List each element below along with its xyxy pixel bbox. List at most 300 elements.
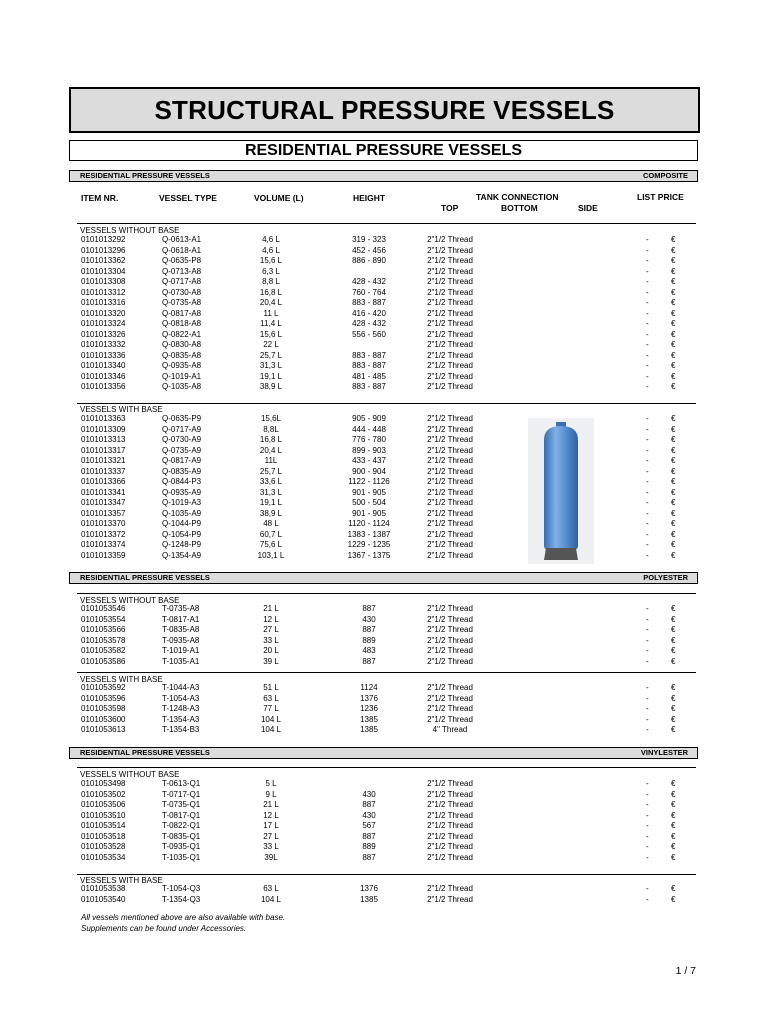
list-price-value: - bbox=[646, 498, 649, 507]
volume: 11 L bbox=[263, 308, 279, 318]
table-row bbox=[0, 372, 768, 382]
item-number: 0101013363 bbox=[81, 414, 126, 423]
volume: 51 L bbox=[263, 683, 279, 692]
section-header-bar bbox=[69, 747, 698, 759]
tank-connection-top: 2"1/2 Thread bbox=[427, 382, 473, 391]
table-row bbox=[0, 842, 768, 852]
height: 1124 bbox=[360, 683, 378, 692]
list-price-value: - bbox=[646, 477, 649, 486]
currency-symbol: € bbox=[671, 842, 676, 851]
vessel-type: Q-0935-A9 bbox=[162, 487, 202, 497]
volume: 77 L bbox=[263, 704, 279, 713]
volume: 5 L bbox=[265, 779, 277, 788]
tank-connection-top: 2"1/2 Thread bbox=[427, 445, 473, 455]
item-number: 0101053592 bbox=[81, 683, 126, 692]
table-row bbox=[0, 853, 768, 863]
volume: 33,6 L bbox=[259, 477, 283, 486]
currency-symbol: € bbox=[671, 625, 676, 634]
item-number: 0101013312 bbox=[81, 287, 126, 297]
currency-symbol: € bbox=[671, 821, 676, 830]
currency-symbol: € bbox=[671, 456, 676, 465]
table-row bbox=[0, 477, 768, 487]
tank-connection-top: 2"1/2 Thread bbox=[427, 329, 473, 339]
list-price-value: - bbox=[646, 800, 649, 809]
table-row bbox=[0, 832, 768, 842]
tank-connection-top: 2"1/2 Thread bbox=[427, 625, 473, 634]
height: 428 - 432 bbox=[352, 319, 386, 328]
list-price-value: - bbox=[646, 635, 649, 645]
height: 883 - 887 bbox=[352, 361, 386, 370]
height: 889 bbox=[362, 842, 376, 851]
table-row bbox=[0, 456, 768, 466]
list-price-value: - bbox=[646, 519, 649, 528]
vessel-type: T-1054-Q3 bbox=[162, 884, 201, 893]
height: 889 bbox=[362, 635, 376, 645]
vessel-type: Q-0713-A8 bbox=[162, 266, 202, 276]
list-price-value: - bbox=[646, 445, 649, 455]
height: 901 - 905 bbox=[352, 487, 386, 497]
currency-symbol: € bbox=[671, 319, 676, 328]
list-price-value: - bbox=[646, 340, 649, 349]
section-material: POLYESTER bbox=[643, 573, 688, 582]
height: 776 - 780 bbox=[352, 435, 386, 444]
table-row bbox=[0, 256, 768, 266]
table-row bbox=[0, 382, 768, 392]
section-material: VINYLESTER bbox=[640, 748, 688, 757]
list-price-value: - bbox=[646, 456, 649, 465]
tank-connection-top: 2"1/2 Thread bbox=[427, 266, 473, 276]
item-number: 0101053586 bbox=[81, 656, 126, 666]
tank-connection-top: 2"1/2 Thread bbox=[427, 894, 473, 904]
volume: 25,7 L bbox=[259, 466, 283, 476]
section-title: RESIDENTIAL PRESSURE VESSELS bbox=[80, 748, 210, 757]
volume: 27 L bbox=[263, 831, 279, 841]
volume: 15,6 L bbox=[259, 329, 283, 339]
currency-symbol: € bbox=[671, 508, 676, 518]
item-number: 0101013321 bbox=[81, 456, 126, 465]
table-row bbox=[0, 779, 768, 789]
height: 905 - 909 bbox=[352, 414, 386, 423]
height: 416 - 420 bbox=[352, 308, 386, 318]
height: 887 bbox=[362, 831, 376, 841]
tank-connection-top: 2"1/2 Thread bbox=[427, 456, 473, 465]
tank-connection-top: 2"1/2 Thread bbox=[427, 646, 473, 655]
group-label: VESSELS WITH BASE bbox=[80, 876, 163, 885]
vessel-type: T-0935-A8 bbox=[162, 635, 200, 645]
table-row bbox=[0, 319, 768, 329]
height: 1367 - 1375 bbox=[347, 550, 391, 560]
vessel-type: T-0717-Q1 bbox=[162, 789, 201, 799]
tank-connection-top: 2"1/2 Thread bbox=[427, 350, 473, 360]
table-row bbox=[0, 884, 768, 894]
list-price-value: - bbox=[646, 842, 649, 851]
list-price-value: - bbox=[646, 646, 649, 655]
volume: 27 L bbox=[263, 625, 279, 634]
volume: 25,7 L bbox=[259, 350, 283, 360]
list-price-value: - bbox=[646, 704, 649, 713]
tank-connection-top: 2"1/2 Thread bbox=[427, 361, 473, 370]
table-row bbox=[0, 467, 768, 477]
vessel-type: Q-0730-A9 bbox=[162, 435, 202, 444]
item-number: 0101013347 bbox=[81, 498, 126, 507]
list-price-value: - bbox=[646, 789, 649, 799]
list-price-value: - bbox=[646, 382, 649, 391]
tank-connection-top: 2"1/2 Thread bbox=[427, 779, 473, 788]
list-price-value: - bbox=[646, 683, 649, 692]
list-price-value: - bbox=[646, 329, 649, 339]
list-price-value: - bbox=[646, 508, 649, 518]
group-divider bbox=[77, 223, 696, 224]
list-price-value: - bbox=[646, 466, 649, 476]
currency-symbol: € bbox=[671, 277, 676, 286]
item-number: 0101053578 bbox=[81, 635, 126, 645]
tank-connection-top: 2"1/2 Thread bbox=[427, 340, 473, 349]
height: 887 bbox=[362, 656, 376, 666]
currency-symbol: € bbox=[671, 779, 676, 788]
currency-symbol: € bbox=[671, 235, 676, 244]
group-label: VESSELS WITHOUT BASE bbox=[80, 596, 180, 605]
list-price-value: - bbox=[646, 725, 649, 734]
volume: 63 L bbox=[263, 884, 279, 893]
currency-symbol: € bbox=[671, 800, 676, 809]
tank-connection-top: 2"1/2 Thread bbox=[427, 245, 473, 255]
height: 887 bbox=[362, 625, 376, 634]
list-price-value: - bbox=[646, 894, 649, 904]
vessel-type: T-0613-Q1 bbox=[162, 779, 201, 788]
tank-connection-top: 2"1/2 Thread bbox=[427, 371, 473, 381]
currency-symbol: € bbox=[671, 656, 676, 666]
vessel-type: Q-1019-A1 bbox=[162, 371, 202, 381]
col-header-item: ITEM NR. bbox=[81, 193, 119, 203]
volume: 11L bbox=[264, 456, 278, 465]
list-price-value: - bbox=[646, 656, 649, 666]
tank-connection-top: 2"1/2 Thread bbox=[427, 466, 473, 476]
table-row bbox=[0, 330, 768, 340]
tank-connection-top: 2"1/2 Thread bbox=[427, 435, 473, 444]
currency-symbol: € bbox=[671, 308, 676, 318]
item-number: 0101053540 bbox=[81, 894, 126, 904]
item-number: 0101053514 bbox=[81, 821, 126, 830]
list-price-value: - bbox=[646, 361, 649, 370]
volume: 33 L bbox=[263, 635, 279, 645]
table-row bbox=[0, 298, 768, 308]
item-number: 0101013336 bbox=[81, 350, 126, 360]
list-price-value: - bbox=[646, 266, 649, 276]
item-number: 0101053506 bbox=[81, 800, 126, 809]
height: 1376 bbox=[360, 693, 378, 703]
table-row bbox=[0, 361, 768, 371]
tank-connection-top: 2"1/2 Thread bbox=[427, 477, 473, 486]
volume: 12 L bbox=[263, 810, 279, 820]
currency-symbol: € bbox=[671, 477, 676, 486]
height: 760 - 764 bbox=[352, 287, 386, 297]
volume: 39 L bbox=[263, 656, 279, 666]
list-price-value: - bbox=[646, 714, 649, 724]
group-divider bbox=[77, 767, 696, 768]
item-number: 0101013356 bbox=[81, 382, 126, 391]
item-number: 0101013324 bbox=[81, 319, 126, 328]
currency-symbol: € bbox=[671, 424, 676, 434]
volume: 21 L bbox=[263, 800, 279, 809]
currency-symbol: € bbox=[671, 604, 676, 613]
item-number: 0101053538 bbox=[81, 884, 126, 893]
volume: 31,3 L bbox=[259, 361, 283, 370]
item-number: 0101013362 bbox=[81, 256, 126, 265]
height: 887 bbox=[362, 604, 376, 613]
currency-symbol: € bbox=[671, 340, 676, 349]
group-label: VESSELS WITH BASE bbox=[80, 405, 163, 414]
volume: 4,6 L bbox=[262, 245, 280, 255]
vessel-type: T-1354-B3 bbox=[162, 725, 200, 734]
tank-connection-top: 2"1/2 Thread bbox=[427, 508, 473, 518]
item-number: 0101053596 bbox=[81, 693, 126, 703]
list-price-value: - bbox=[646, 256, 649, 265]
height: 567 bbox=[362, 821, 376, 830]
vessel-type: Q-0613-A1 bbox=[162, 235, 202, 244]
item-number: 0101013357 bbox=[81, 508, 126, 518]
col-header-height: HEIGHT bbox=[353, 193, 386, 203]
list-price-value: - bbox=[646, 604, 649, 613]
item-number: 0101053546 bbox=[81, 604, 126, 613]
vessel-type: T-0935-Q1 bbox=[162, 842, 201, 851]
table-row bbox=[0, 235, 768, 245]
item-number: 0101013370 bbox=[81, 519, 126, 528]
item-number: 0101053600 bbox=[81, 714, 126, 724]
volume: 15,6 L bbox=[259, 256, 283, 265]
item-number: 0101013372 bbox=[81, 529, 126, 539]
volume: 75,6 L bbox=[259, 540, 283, 549]
list-price-value: - bbox=[646, 831, 649, 841]
group-label: VESSELS WITHOUT BASE bbox=[80, 226, 180, 235]
height: 1236 bbox=[360, 704, 378, 713]
item-number: 0101013341 bbox=[81, 487, 126, 497]
height: 1385 bbox=[360, 894, 378, 904]
page-number: 1 / 7 bbox=[675, 965, 696, 977]
volume: 16,8 L bbox=[259, 287, 283, 297]
tank-connection-top: 2"1/2 Thread bbox=[427, 693, 473, 703]
vessel-type: T-0735-Q1 bbox=[162, 800, 201, 809]
vessel-type: Q-0635-P9 bbox=[162, 414, 202, 423]
vessel-type: Q-0717-A8 bbox=[162, 277, 202, 286]
volume: 17 L bbox=[263, 821, 279, 830]
vessel-type: T-1019-A1 bbox=[162, 646, 200, 655]
height: 556 - 560 bbox=[352, 329, 386, 339]
item-number: 0101013366 bbox=[81, 477, 126, 486]
volume: 9 L bbox=[265, 789, 277, 799]
height: 1385 bbox=[360, 725, 378, 734]
section-title: RESIDENTIAL PRESSURE VESSELS bbox=[80, 171, 210, 180]
table-row bbox=[0, 435, 768, 445]
currency-symbol: € bbox=[671, 894, 676, 904]
tank-connection-top: 2"1/2 Thread bbox=[427, 810, 473, 820]
height: 319 - 323 bbox=[352, 235, 386, 244]
section-header-bar bbox=[69, 572, 698, 584]
item-number: 0101013304 bbox=[81, 266, 126, 276]
table-row bbox=[0, 715, 768, 725]
vessel-type: T-0835-A8 bbox=[162, 625, 200, 634]
height: 1376 bbox=[360, 884, 378, 893]
document-subtitle-text: RESIDENTIAL PRESSURE VESSELS bbox=[244, 141, 523, 159]
volume: 20 L bbox=[263, 646, 279, 655]
volume: 103,1 L bbox=[257, 550, 285, 560]
vessel-type: T-0817-Q1 bbox=[162, 810, 201, 820]
table-row bbox=[0, 646, 768, 656]
volume: 4,6 L bbox=[262, 235, 280, 244]
list-price-value: - bbox=[646, 245, 649, 255]
item-number: 0101013296 bbox=[81, 245, 126, 255]
currency-symbol: € bbox=[671, 498, 676, 507]
height: 899 - 903 bbox=[352, 445, 386, 455]
volume: 104 L bbox=[260, 725, 282, 734]
tank-connection-top: 2"1/2 Thread bbox=[427, 550, 473, 560]
vessel-type: Q-1354-A9 bbox=[162, 550, 202, 560]
item-number: 0101053566 bbox=[81, 625, 126, 634]
vessel-type: Q-1035-A9 bbox=[162, 508, 202, 518]
currency-symbol: € bbox=[671, 789, 676, 799]
item-number: 0101013320 bbox=[81, 308, 126, 318]
volume: 31,3 L bbox=[259, 487, 283, 497]
pressure-vessel-image bbox=[528, 418, 594, 564]
item-number: 0101053510 bbox=[81, 810, 126, 820]
col-header-side: SIDE bbox=[578, 203, 598, 213]
table-row bbox=[0, 800, 768, 810]
height: 900 - 904 bbox=[352, 466, 386, 476]
item-number: 0101013292 bbox=[81, 235, 126, 244]
item-number: 0101053613 bbox=[81, 725, 126, 734]
list-price-value: - bbox=[646, 435, 649, 444]
currency-symbol: € bbox=[671, 256, 676, 265]
vessel-type: Q-0618-A1 bbox=[162, 245, 202, 255]
tank-connection-top: 2"1/2 Thread bbox=[427, 656, 473, 666]
volume: 11,4 L bbox=[260, 319, 282, 328]
currency-symbol: € bbox=[671, 382, 676, 391]
vessel-type: Q-0844-P3 bbox=[162, 477, 202, 486]
list-price-value: - bbox=[646, 277, 649, 286]
height: 483 bbox=[362, 646, 376, 655]
currency-symbol: € bbox=[671, 298, 676, 307]
list-price-value: - bbox=[646, 540, 649, 549]
height: 887 bbox=[362, 800, 376, 809]
list-price-value: - bbox=[646, 235, 649, 244]
item-number: 0101013332 bbox=[81, 340, 126, 349]
currency-symbol: € bbox=[671, 287, 676, 297]
currency-symbol: € bbox=[671, 329, 676, 339]
tank-connection-top: 2"1/2 Thread bbox=[427, 842, 473, 851]
table-row bbox=[0, 498, 768, 508]
item-number: 0101053498 bbox=[81, 779, 126, 788]
volume: 22 L bbox=[263, 340, 279, 349]
item-number: 0101053528 bbox=[81, 842, 126, 851]
vessel-type: Q-0835-A9 bbox=[162, 466, 202, 476]
currency-symbol: € bbox=[671, 831, 676, 841]
currency-symbol: € bbox=[671, 714, 676, 724]
height: 1229 - 1235 bbox=[347, 540, 391, 549]
vessel-type: Q-0635-P8 bbox=[162, 256, 202, 265]
table-row bbox=[0, 636, 768, 646]
currency-symbol: € bbox=[671, 540, 676, 549]
table-row bbox=[0, 694, 768, 704]
list-price-value: - bbox=[646, 810, 649, 820]
vessel-type: Q-1248-P9 bbox=[162, 540, 202, 549]
item-number: 0101053518 bbox=[81, 831, 126, 841]
currency-symbol: € bbox=[671, 519, 676, 528]
vessel-type: Q-1019-A3 bbox=[162, 498, 202, 507]
item-number: 0101013308 bbox=[81, 277, 126, 286]
list-price-value: - bbox=[646, 550, 649, 560]
vessel-type: Q-0730-A8 bbox=[162, 287, 202, 297]
height: 430 bbox=[362, 614, 376, 624]
currency-symbol: € bbox=[671, 725, 676, 734]
tank-connection-top: 2"1/2 Thread bbox=[427, 424, 473, 434]
tank-connection-top: 2"1/2 Thread bbox=[427, 277, 473, 286]
vessel-type: Q-1035-A8 bbox=[162, 382, 202, 391]
height: 901 - 905 bbox=[352, 508, 386, 518]
item-number: 0101013340 bbox=[81, 361, 126, 370]
group-divider bbox=[77, 403, 696, 404]
height: 883 - 887 bbox=[352, 382, 386, 391]
list-price-value: - bbox=[646, 693, 649, 703]
list-price-value: - bbox=[646, 298, 649, 307]
list-price-value: - bbox=[646, 487, 649, 497]
table-row bbox=[0, 704, 768, 714]
tank-connection-top: 2"1/2 Thread bbox=[427, 287, 473, 297]
table-row bbox=[0, 725, 768, 735]
height: 481 - 485 bbox=[352, 371, 386, 381]
col-header-type: VESSEL TYPE bbox=[159, 193, 217, 203]
volume: 39L bbox=[264, 852, 278, 862]
volume: 8,8 L bbox=[262, 277, 280, 286]
currency-symbol: € bbox=[671, 529, 676, 539]
group-label: VESSELS WITHOUT BASE bbox=[80, 770, 180, 779]
volume: 104 L bbox=[260, 894, 282, 904]
list-price-value: - bbox=[646, 821, 649, 830]
volume: 38,9 L bbox=[259, 508, 283, 518]
vessel-type: Q-1044-P9 bbox=[162, 519, 202, 528]
table-row bbox=[0, 790, 768, 800]
currency-symbol: € bbox=[671, 266, 676, 276]
tank-connection-top: 2"1/2 Thread bbox=[427, 884, 473, 893]
table-row bbox=[0, 657, 768, 667]
list-price-value: - bbox=[646, 287, 649, 297]
section-title: RESIDENTIAL PRESSURE VESSELS bbox=[80, 573, 210, 582]
volume: 19,1 L bbox=[259, 371, 283, 381]
footnote: Supplements can be found under Accessories. bbox=[81, 923, 247, 933]
table-row bbox=[0, 540, 768, 550]
tank-connection-top: 2"1/2 Thread bbox=[427, 319, 473, 328]
height: 1122 - 1126 bbox=[348, 477, 390, 486]
group-divider bbox=[77, 874, 696, 875]
tank-connection-top: 2"1/2 Thread bbox=[427, 704, 473, 713]
list-price-value: - bbox=[646, 852, 649, 862]
vessel-type: T-0735-A8 bbox=[162, 604, 200, 613]
document-title-text: STRUCTURAL PRESSURE VESSELS bbox=[154, 94, 615, 125]
col-header-tank-connection: TANK CONNECTION bbox=[476, 192, 559, 202]
col-header-list-price: LIST PRICE bbox=[637, 192, 684, 202]
vessel-type: T-1035-Q1 bbox=[162, 852, 201, 862]
item-number: 0101013359 bbox=[81, 550, 126, 560]
volume: 60,7 L bbox=[259, 529, 283, 539]
footnote: All vessels mentioned above are also available with base. bbox=[81, 913, 286, 922]
volume: 8,8L bbox=[263, 424, 279, 434]
tank-connection-top: 2"1/2 Thread bbox=[427, 540, 473, 549]
height: 430 bbox=[362, 810, 376, 820]
volume: 6,3 L bbox=[262, 266, 280, 276]
vessel-type: T-1354-Q3 bbox=[162, 894, 201, 904]
tank-connection-top: 2"1/2 Thread bbox=[427, 821, 473, 830]
currency-symbol: € bbox=[671, 646, 676, 655]
table-row bbox=[0, 509, 768, 519]
vessel-type: T-0822-Q1 bbox=[162, 821, 201, 830]
